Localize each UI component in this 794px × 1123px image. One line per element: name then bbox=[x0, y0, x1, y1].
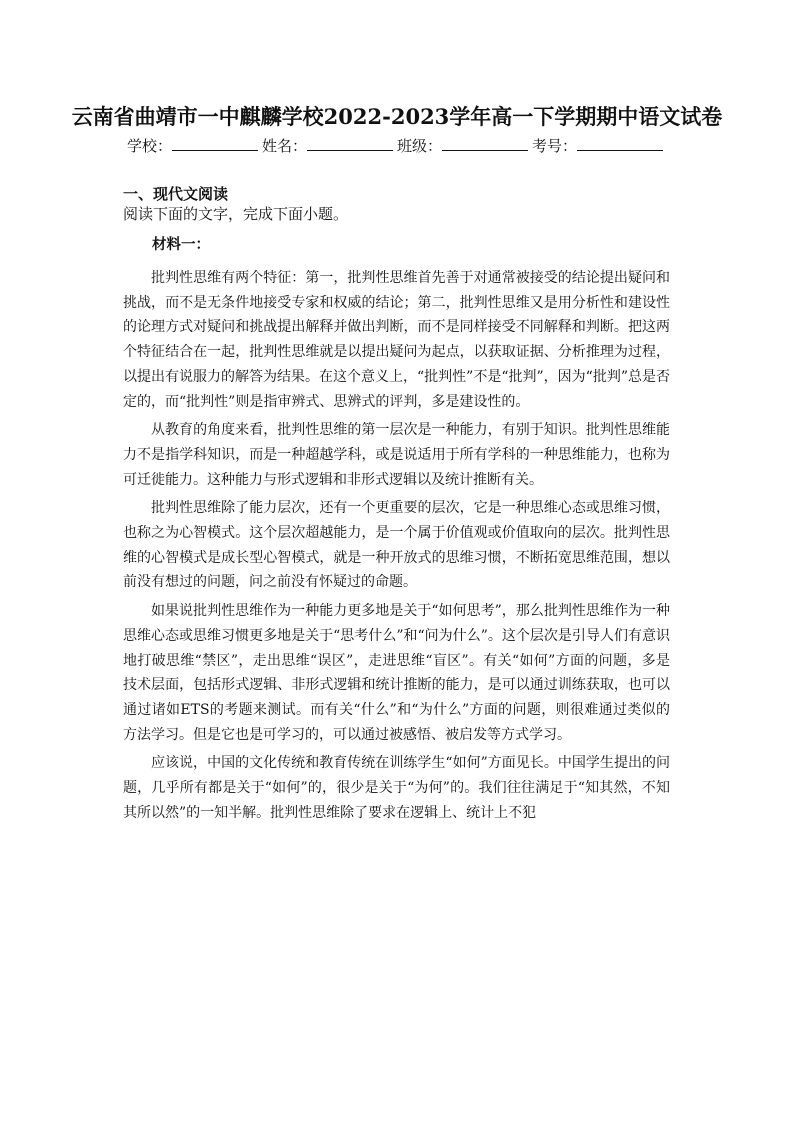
name-label: 姓名： bbox=[261, 137, 307, 155]
paragraph: 批判性思维有两个特征：第一，批判性思维首先善于对通常被接受的结论提出疑问和挑战，而不是无条件地接受专家和权威的结论；第二，批判性思维又是用分析性和建设性的论理方式对疑问和挑战提出解释并做出判断，而不是同样接受不同解释和判断。把这两个特征结合在一起，批判性思维就是以提出疑问为起点，以获取证据、分析推理为过程，以提出有说服力的解答为结果。在这个意义上，“批判性”不是“批判”，因为“批判”总是否定的，而“批判性”则是指审辨式、思辨式的评判，多是建设性的。 bbox=[123, 270, 670, 410]
material-label: 材料一： bbox=[152, 236, 210, 253]
paragraph: 应该说，中国的文化传统和教育传统在训练学生“如何”方面见长。中国学生提出的问题，几乎所有都是关于“如何”的，很少是关于“为何”的。我们往往满足于“知其然，不知其所以然”的一知半解。批判性思维除了要求在逻辑上、统计上不犯 bbox=[123, 755, 670, 821]
school-label: 学校： bbox=[126, 137, 172, 155]
school-blank[interactable] bbox=[172, 136, 258, 151]
number-blank[interactable] bbox=[577, 136, 663, 151]
section-heading: 一、现代文阅读 bbox=[123, 185, 229, 203]
name-blank[interactable] bbox=[307, 136, 393, 151]
paragraph: 从教育的角度来看，批判性思维的第一层次是一种能力，有别于知识。批判性思维能力不是指学科知识，而是一种超越学科，或是说适用于所有学科的一种思维能力，也称为可迁徙能力。这种能力与形式逻辑和非形式逻辑以及统计推断有关。 bbox=[123, 422, 670, 488]
section-instruction: 阅读下面的文字，完成下面小题。 bbox=[123, 205, 349, 223]
material-body bbox=[123, 266, 670, 829]
number-label: 考号： bbox=[532, 137, 578, 155]
class-blank[interactable] bbox=[442, 136, 528, 151]
exam-title: 云南省曲靖市一中麒麟学校2022-2023学年高一下学期期中语文试卷 bbox=[71, 104, 723, 129]
student-info-line bbox=[0, 135, 794, 157]
paragraph: 批判性思维除了能力层次，还有一个更重要的层次，它是一种思维心态或思维习惯，也称之为心智模式。这个层次超越能力，是一个属于价值观或价值取向的层次。批判性思维的心智模式是成长型心智模式，就是一种开放式的思维习惯，不断拓宽思维范围，想以前没有想过的问题，问之前没有怀疑过的命题。 bbox=[123, 500, 670, 591]
paragraph: 如果说批判性思维作为一种能力更多地是关于“如何思考”，那么批判性思维作为一种思维心态或思维习惯更多地是关于“思考什么”和“问为什么”。这个层次是引导人们有意识地打破思维“禁区”，走出思维“误区”，走进思维“盲区”。有关“如何”方面的问题，多是技术层面，包括形式逻辑、非形式逻辑和统计推断的能力，是可以通过训练获取，也可以通过诸如ETS的考题来测试。而有关“什么”和“为什么”方面的问题，则很难通过类似的方法学习。但是它也是可学习的，可以通过被感悟、被启发等方式学习。 bbox=[123, 603, 670, 743]
class-label: 班级： bbox=[397, 137, 443, 155]
